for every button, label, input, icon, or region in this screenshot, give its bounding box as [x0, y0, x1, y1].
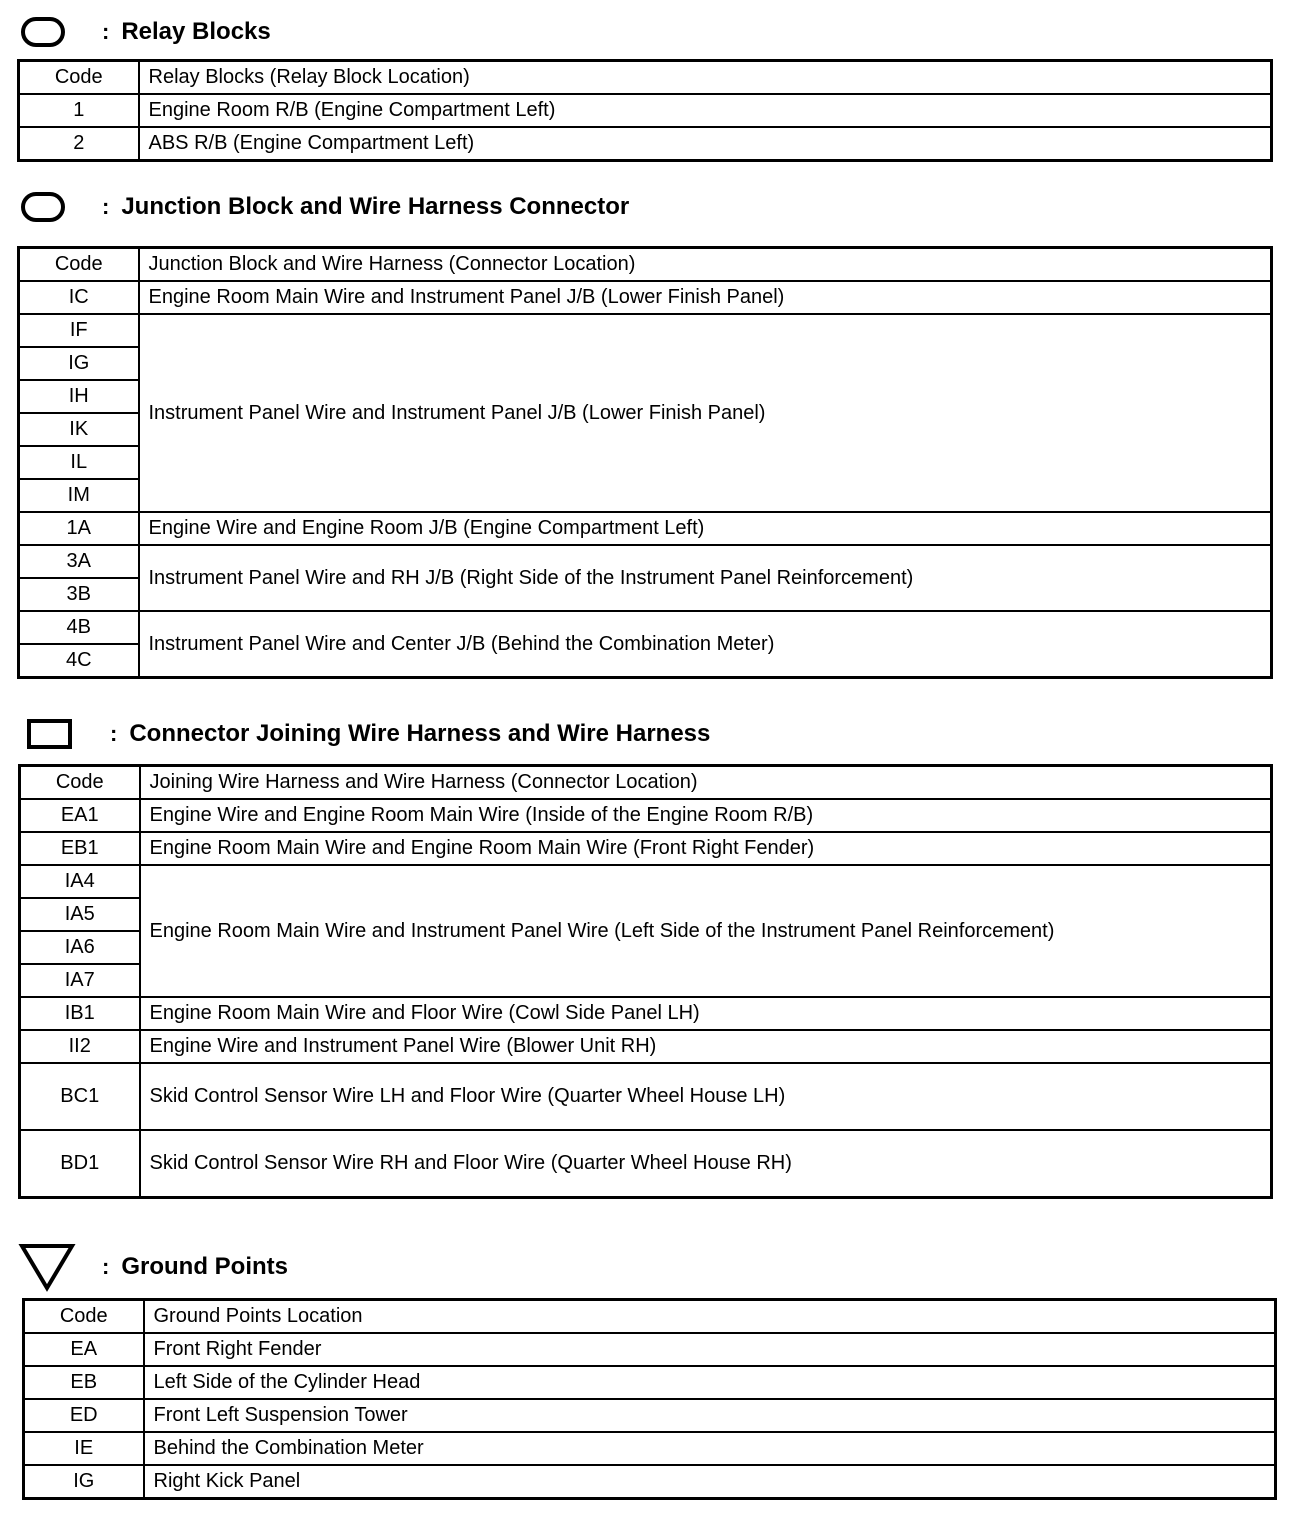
- location-cell: Front Right Fender: [144, 1333, 1276, 1366]
- table-row: [20, 1130, 1272, 1198]
- code-cell: EB1: [20, 832, 140, 865]
- table-row: [20, 997, 1272, 1030]
- code-column-header: Code: [24, 1300, 144, 1334]
- location-cell: Engine Room Main Wire and Instrument Panel Wire (Left Side of the Instrument Panel Reinforcement): [140, 865, 1272, 997]
- code-column-header: Code: [19, 248, 139, 282]
- code-cell: 1: [19, 94, 139, 127]
- code-cell: EB: [24, 1366, 144, 1399]
- location-cell: Skid Control Sensor Wire LH and Floor Wire (Quarter Wheel House LH): [140, 1063, 1272, 1130]
- ground-points-title: Ground Points: [121, 1253, 288, 1280]
- rounded-rect-icon: [20, 15, 68, 49]
- code-cell: IK: [19, 413, 139, 446]
- code-cell: 3B: [19, 578, 139, 611]
- table-row: [19, 512, 1272, 545]
- relay-blocks-table: [17, 59, 1273, 162]
- rounded-rect-icon: [20, 190, 68, 224]
- table-row: [19, 127, 1272, 161]
- code-cell: 3A: [19, 545, 139, 578]
- table-row: [24, 1366, 1276, 1399]
- location-cell: Instrument Panel Wire and Instrument Panel J/B (Lower Finish Panel): [139, 314, 1272, 512]
- code-cell: BD1: [20, 1130, 140, 1198]
- code-cell: 1A: [19, 512, 139, 545]
- location-cell: Skid Control Sensor Wire RH and Floor Wire (Quarter Wheel House RH): [140, 1130, 1272, 1198]
- table-header-row: [19, 61, 1272, 95]
- location-cell: Behind the Combination Meter: [144, 1432, 1276, 1465]
- ground-points-table: [22, 1298, 1277, 1500]
- connector-joining-title: Connector Joining Wire Harness and Wire Harness: [129, 720, 711, 747]
- table-header-row: [20, 766, 1272, 800]
- table-row: [19, 281, 1272, 314]
- location-cell: Left Side of the Cylinder Head: [144, 1366, 1276, 1399]
- location-cell: ABS R/B (Engine Compartment Left): [139, 127, 1272, 161]
- table-row: [24, 1432, 1276, 1465]
- relay-blocks-title: Relay Blocks: [121, 18, 271, 45]
- code-cell: EA: [24, 1333, 144, 1366]
- code-column-header: Code: [19, 61, 139, 95]
- table-row: [19, 611, 1272, 644]
- code-cell: II2: [20, 1030, 140, 1063]
- table-header-row: [19, 248, 1272, 282]
- location-cell: Engine Room Main Wire and Floor Wire (Cowl Side Panel LH): [140, 997, 1272, 1030]
- junction-block-table: [17, 246, 1273, 679]
- relay-blocks-heading: [20, 14, 271, 50]
- heading-colon: :: [102, 19, 110, 44]
- table-header-row: [24, 1300, 1276, 1334]
- code-cell: IB1: [20, 997, 140, 1030]
- location-column-header: Relay Blocks (Relay Block Location): [139, 61, 1272, 95]
- location-cell: Engine Room R/B (Engine Compartment Left): [139, 94, 1272, 127]
- code-cell: EA1: [20, 799, 140, 832]
- table-row: [24, 1333, 1276, 1366]
- code-cell: 2: [19, 127, 139, 161]
- table-row: [24, 1399, 1276, 1432]
- location-cell: Engine Wire and Engine Room J/B (Engine Compartment Left): [139, 512, 1272, 545]
- code-cell: IL: [19, 446, 139, 479]
- triangle-down-icon: [18, 1242, 76, 1292]
- code-cell: IC: [19, 281, 139, 314]
- table-row: [20, 1030, 1272, 1063]
- location-column-header: Ground Points Location: [144, 1300, 1276, 1334]
- heading-colon: :: [110, 721, 118, 746]
- junction-block-title: Junction Block and Wire Harness Connector: [121, 193, 630, 220]
- junction-block-heading: [20, 189, 629, 225]
- location-cell: Engine Wire and Engine Room Main Wire (Inside of the Engine Room R/B): [140, 799, 1272, 832]
- table-row: [19, 545, 1272, 578]
- code-column-header: Code: [20, 766, 140, 800]
- location-column-header: Joining Wire Harness and Wire Harness (Connector Location): [140, 766, 1272, 800]
- code-cell: IA7: [20, 964, 140, 997]
- location-column-header: Junction Block and Wire Harness (Connector Location): [139, 248, 1272, 282]
- code-cell: 4C: [19, 644, 139, 678]
- code-cell: IA4: [20, 865, 140, 898]
- code-cell: IG: [24, 1465, 144, 1499]
- heading-colon: :: [102, 1254, 110, 1279]
- table-row: [20, 832, 1272, 865]
- square-rect-icon: [26, 716, 74, 752]
- code-cell: IE: [24, 1432, 144, 1465]
- code-cell: IH: [19, 380, 139, 413]
- location-cell: Engine Room Main Wire and Engine Room Main Wire (Front Right Fender): [140, 832, 1272, 865]
- table-row: [24, 1465, 1276, 1499]
- location-cell: Engine Wire and Instrument Panel Wire (Blower Unit RH): [140, 1030, 1272, 1063]
- code-cell: BC1: [20, 1063, 140, 1130]
- code-cell: 4B: [19, 611, 139, 644]
- connector-joining-heading: [26, 715, 710, 753]
- code-cell: IG: [19, 347, 139, 380]
- code-cell: IF: [19, 314, 139, 347]
- table-row: [20, 865, 1272, 898]
- heading-colon: :: [102, 194, 110, 219]
- code-cell: ED: [24, 1399, 144, 1432]
- connector-joining-table: [18, 764, 1273, 1199]
- table-row: [19, 314, 1272, 347]
- table-row: [20, 799, 1272, 832]
- table-row: [20, 1063, 1272, 1130]
- location-cell: Instrument Panel Wire and Center J/B (Behind the Combination Meter): [139, 611, 1272, 678]
- code-cell: IA5: [20, 898, 140, 931]
- table-row: [19, 94, 1272, 127]
- code-cell: IA6: [20, 931, 140, 964]
- location-cell: Engine Room Main Wire and Instrument Panel J/B (Lower Finish Panel): [139, 281, 1272, 314]
- ground-points-heading: [18, 1242, 288, 1292]
- code-cell: IM: [19, 479, 139, 512]
- location-cell: Right Kick Panel: [144, 1465, 1276, 1499]
- location-cell: Front Left Suspension Tower: [144, 1399, 1276, 1432]
- location-cell: Instrument Panel Wire and RH J/B (Right Side of the Instrument Panel Reinforcement): [139, 545, 1272, 611]
